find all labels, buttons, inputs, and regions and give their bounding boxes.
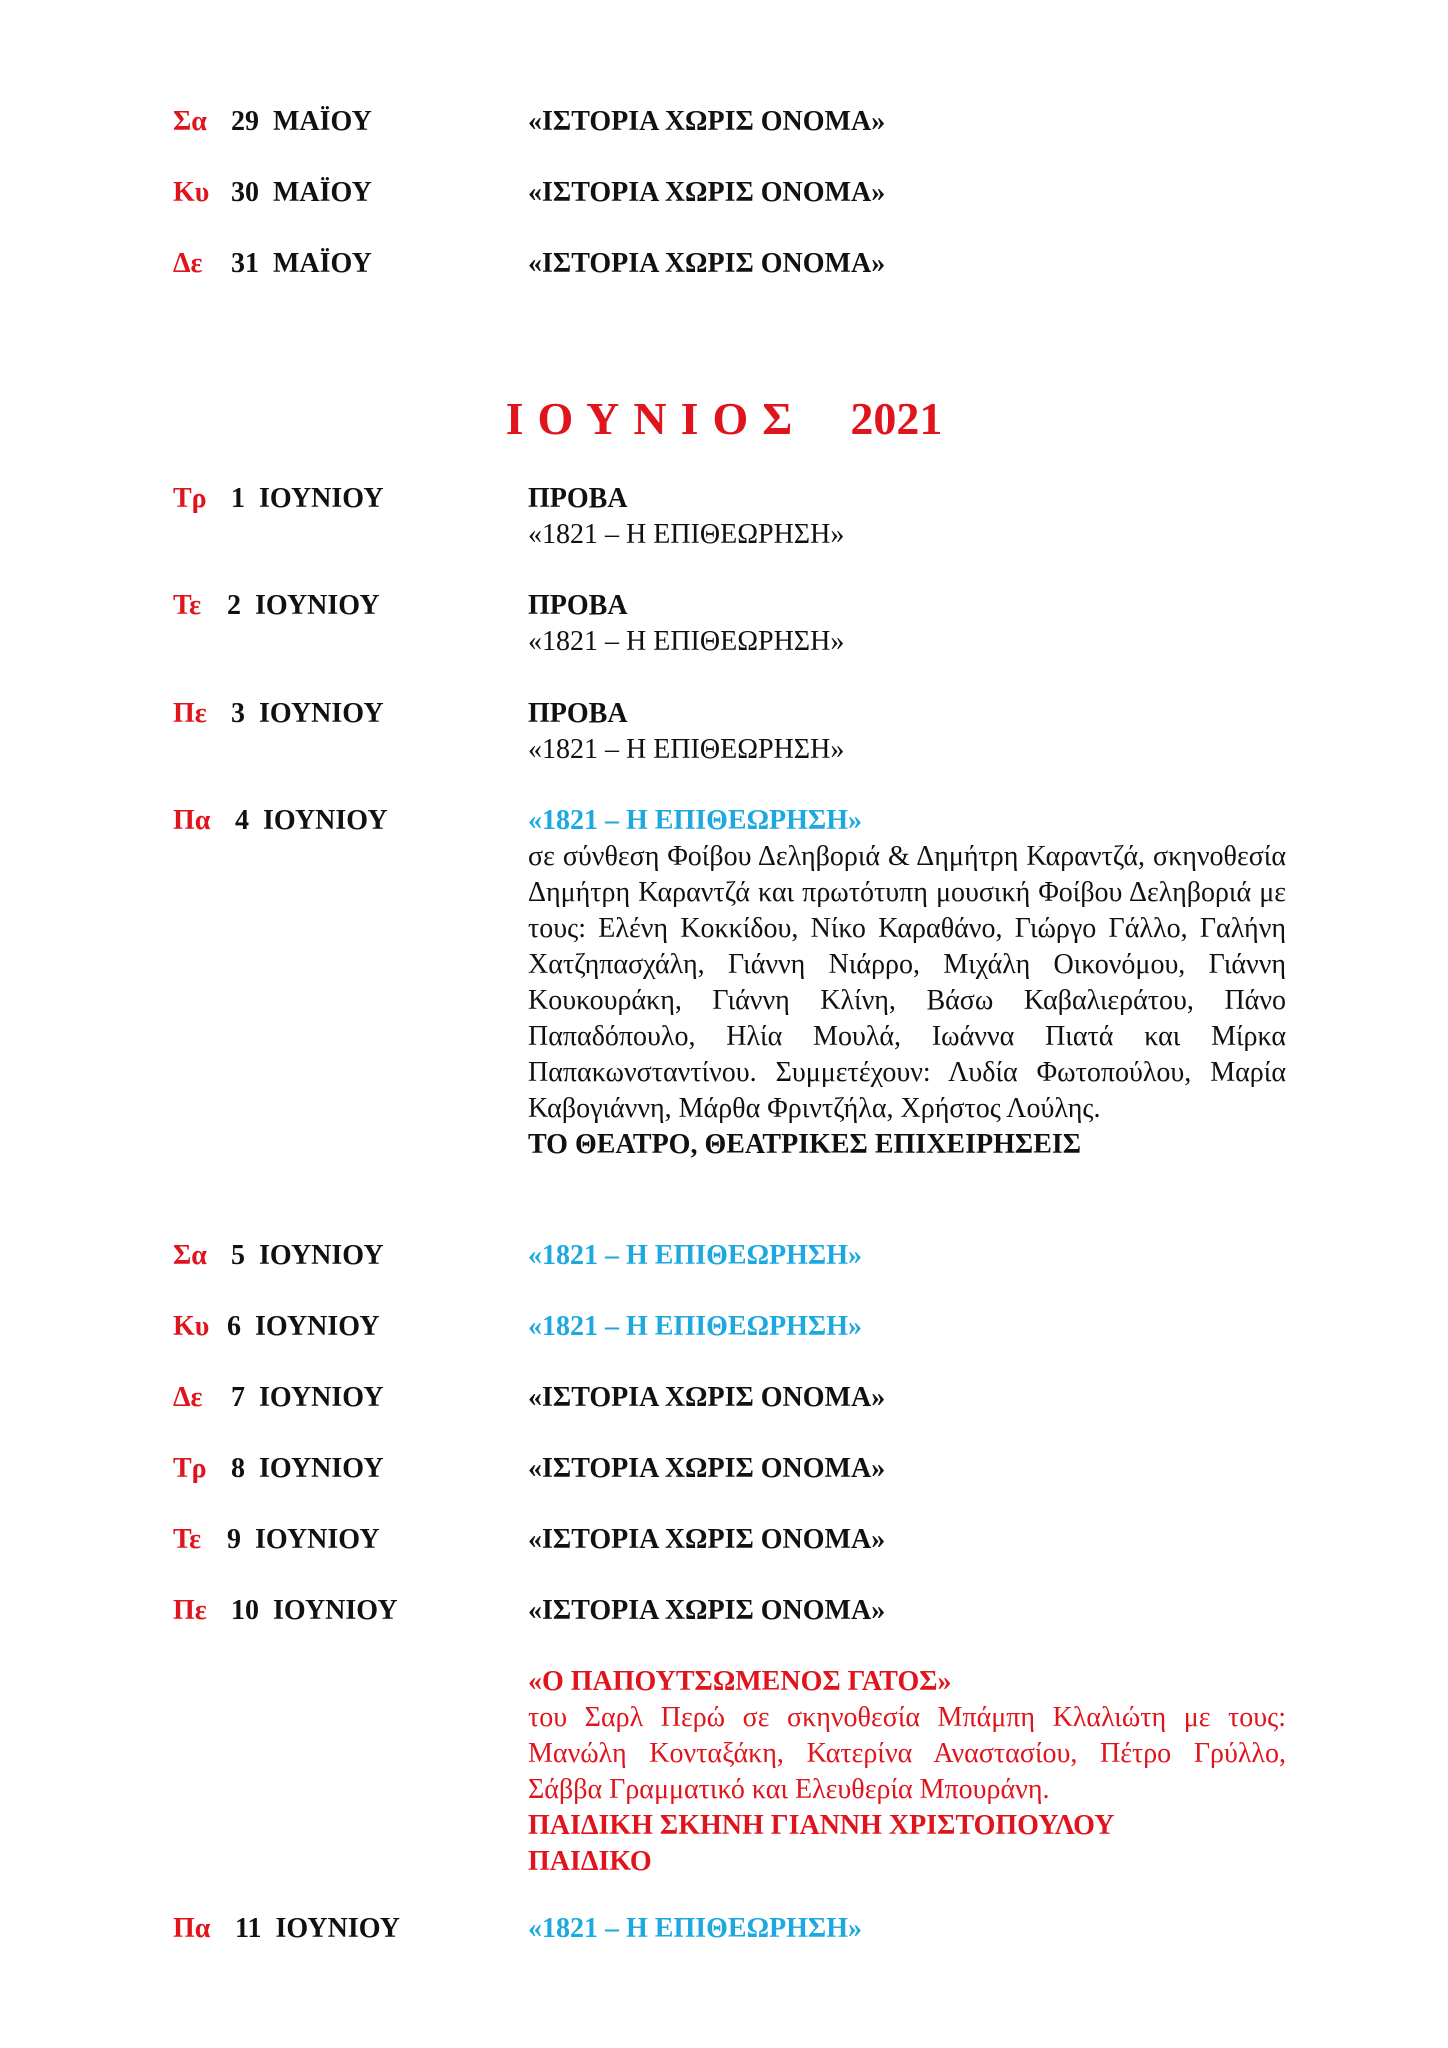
event-subtitle: «1821 – Η ΕΠΙΘΕΩΡΗΣΗ» [528, 519, 845, 550]
date-cell [173, 1451, 384, 1487]
day-abbrev: Δε [173, 1382, 203, 1413]
date-text: 29 ΜΑΪΟΥ [231, 106, 372, 137]
event-title: «1821 – Η ΕΠΙΘΕΩΡΗΣΗ» [528, 805, 862, 836]
event-title: «ΙΣΤΟΡΙΑ ΧΩΡΙΣ ΟΝΟΜΑ» [528, 1595, 886, 1626]
date-cell [173, 588, 380, 624]
event-cell [528, 1309, 1286, 1345]
venue: ΤΟ ΘΕΑΤΡΟ, ΘΕΑΤΡΙΚΕΣ ΕΠΙΧΕΙΡΗΣΕΙΣ [528, 1129, 1082, 1160]
date-cell [173, 1522, 380, 1558]
day-abbrev: Πε [173, 698, 207, 729]
day-abbrev: Πα [173, 805, 211, 836]
event-title: «1821 – Η ΕΠΙΘΕΩΡΗΣΗ» [528, 1240, 862, 1271]
date-cell [173, 803, 388, 839]
event-cell [528, 1380, 1286, 1416]
date-cell [173, 1911, 400, 1947]
date-text: 11 ΙΟΥΝΙΟΥ [235, 1913, 401, 1944]
date-text: 1 ΙΟΥΝΙΟΥ [231, 483, 384, 514]
event-subtitle: «1821 – Η ΕΠΙΘΕΩΡΗΣΗ» [528, 626, 845, 657]
event-cell [528, 1911, 1286, 1947]
date-cell [173, 1380, 384, 1416]
date-cell [173, 1593, 398, 1629]
event-cell [528, 104, 1286, 140]
date-text: 2 ΙΟΥΝΙΟΥ [227, 590, 380, 621]
event-cell [528, 803, 1286, 1163]
date-text: 9 ΙΟΥΝΙΟΥ [227, 1524, 380, 1555]
date-text: 4 ΙΟΥΝΙΟΥ [235, 805, 388, 836]
event-cell [528, 696, 1286, 768]
event-cell [528, 246, 1286, 282]
event-title: «1821 – Η ΕΠΙΘΕΩΡΗΣΗ» [528, 1311, 862, 1342]
event-title: «Ο ΠΑΠΟΥΤΣΩΜΕΝΟΣ ΓΑΤΟΣ» [528, 1666, 952, 1697]
date-text: 10 ΙΟΥΝΙΟΥ [231, 1595, 398, 1626]
event-cell [528, 1522, 1286, 1558]
event-cell [528, 1664, 1286, 1880]
date-cell [173, 246, 372, 282]
date-cell [173, 1238, 384, 1274]
month-heading [0, 391, 1448, 447]
date-text: 31 ΜΑΪΟΥ [231, 248, 372, 279]
event-description: σε σύνθεση Φοίβου Δεληβοριά & Δημήτρη Καραντζά, σκηνοθεσία Δημήτρη Καραντζά και πρωτότυπη μουσική Φοίβου Δεληβοριά με τους: Ελένη Κοκκίδου, Νίκο Καραθάνο, Γιώργο Γάλλο, Γαλήνη Χατζηπασχάλη, Γιάννη Νιάρρο, Μιχάλη Οικονόμου, Γιάννη Κουκουράκη, Γιάννη Κλίνη, Βάσω Καβαλιεράτου, Πάνο Παπαδόπουλο, Ηλία Μουλά, Ιωάννα Πιατά και Μίρκα Παπακωνσταντίνου. Συμμετέχουν: Λυδία Φωτοπούλου, Μαρία Καβογιάννη, Μάρθα Φριντζήλα, Χρήστος Λούλης. [528, 841, 1286, 1124]
event-title: «ΙΣΤΟΡΙΑ ΧΩΡΙΣ ΟΝΟΜΑ» [528, 1453, 886, 1484]
date-cell [173, 1309, 380, 1345]
date-cell [173, 481, 384, 517]
venue: ΠΑΙΔΙΚΗ ΣΚΗΝΗ ΓΙΑΝΝΗ ΧΡΙΣΤΟΠΟΥΛΟΥ [528, 1810, 1115, 1841]
date-text: 5 ΙΟΥΝΙΟΥ [231, 1240, 384, 1271]
event-title: «ΙΣΤΟΡΙΑ ΧΩΡΙΣ ΟΝΟΜΑ» [528, 177, 886, 208]
event-cell [528, 175, 1286, 211]
date-cell [173, 104, 372, 140]
month-name: ΙΟΥΝΙΟΣ [505, 393, 807, 444]
day-abbrev: Σα [173, 106, 207, 137]
rehearsal-label: ΠΡΟΒΑ [528, 590, 628, 621]
rehearsal-label: ΠΡΟΒΑ [528, 483, 628, 514]
event-category: ΠΑΙΔΙΚΟ [528, 1846, 652, 1877]
event-cell [528, 588, 1286, 660]
day-abbrev: Κυ [173, 1311, 210, 1342]
day-abbrev: Κυ [173, 177, 210, 208]
month-year: 2021 [850, 393, 943, 444]
date-text: 6 ΙΟΥΝΙΟΥ [227, 1311, 380, 1342]
event-cell [528, 1593, 1286, 1629]
day-abbrev: Πε [173, 1595, 207, 1626]
event-title: «ΙΣΤΟΡΙΑ ΧΩΡΙΣ ΟΝΟΜΑ» [528, 106, 886, 137]
event-title: «ΙΣΤΟΡΙΑ ΧΩΡΙΣ ΟΝΟΜΑ» [528, 1382, 886, 1413]
day-abbrev: Δε [173, 248, 203, 279]
date-text: 8 ΙΟΥΝΙΟΥ [231, 1453, 384, 1484]
day-abbrev: Τρ [173, 1453, 207, 1484]
event-description: του Σαρλ Περώ σε σκηνοθεσία Μπάμπη Κλαλιώτη με τους: Μανώλη Κονταξάκη, Κατερίνα Αναστασίου, Πέτρο Γρύλλο, Σάββα Γραμματικό και Ελευθερία Μπουράνη. [528, 1702, 1286, 1805]
day-abbrev: Πα [173, 1913, 211, 1944]
date-cell [173, 696, 384, 732]
day-abbrev: Τε [173, 590, 202, 621]
date-text: 30 ΜΑΪΟΥ [231, 177, 372, 208]
date-text: 3 ΙΟΥΝΙΟΥ [231, 698, 384, 729]
event-title: «ΙΣΤΟΡΙΑ ΧΩΡΙΣ ΟΝΟΜΑ» [528, 248, 886, 279]
date-cell [173, 175, 372, 211]
rehearsal-label: ΠΡΟΒΑ [528, 698, 628, 729]
event-title: «ΙΣΤΟΡΙΑ ΧΩΡΙΣ ΟΝΟΜΑ» [528, 1524, 886, 1555]
day-abbrev: Σα [173, 1240, 207, 1271]
day-abbrev: Τρ [173, 483, 207, 514]
date-text: 7 ΙΟΥΝΙΟΥ [231, 1382, 384, 1413]
event-cell [528, 481, 1286, 553]
event-title: «1821 – Η ΕΠΙΘΕΩΡΗΣΗ» [528, 1913, 862, 1944]
event-cell [528, 1451, 1286, 1487]
day-abbrev: Τε [173, 1524, 202, 1555]
event-subtitle: «1821 – Η ΕΠΙΘΕΩΡΗΣΗ» [528, 734, 845, 765]
event-cell [528, 1238, 1286, 1274]
